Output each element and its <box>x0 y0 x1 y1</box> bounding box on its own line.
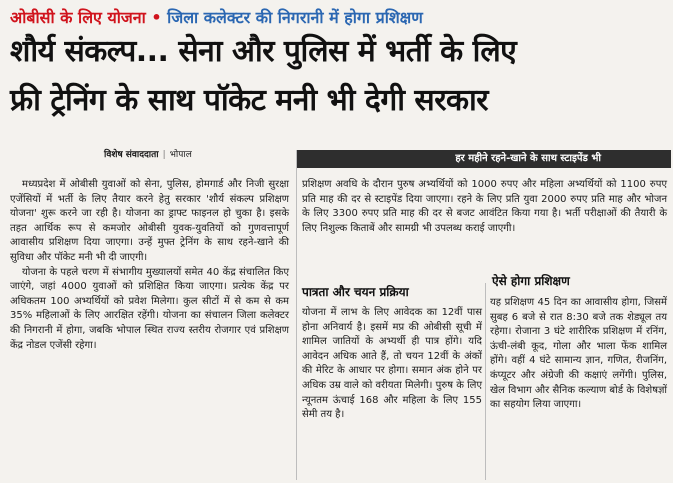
column-divider <box>296 150 297 480</box>
kicker-line <box>10 6 665 30</box>
eligibility-heading: पात्रता और चयन प्रक्रिया <box>302 285 409 299</box>
kicker-subtopic: जिला कलेक्टर की निगरानी में होगा प्रशिक्षण <box>167 8 423 27</box>
kicker-highlight: ओबीसी के <box>10 8 73 27</box>
kicker-scheme: लिए योजना <box>78 8 146 27</box>
stipend-paragraph: प्रशिक्षण अवधि के दौरान पुरुष अभ्यर्थियों को 1000 रुपए और महिला अभ्यर्थियों को 1100 रुपए प्रति माह की दर से स्टाइपेंड दिया जाएगा। रहने के लिए प्रति युवा 2000 रुपए प्रति माह और भोजन के लिए 3300 रुपए प्रति माह की दर से बजट आवंटित किया गया है। भर्ती परीक्षाओं की तैयारी के लिए निशुल्क किताबें और सामग्री भी उपलब्ध कराई जाएगी। <box>302 179 667 234</box>
kicker-bullet: • <box>151 8 162 27</box>
stipend-banner: हर महीने रहने-खाने के साथ स्टाइपेंड भी <box>297 150 671 168</box>
training-section <box>490 296 667 413</box>
byline <box>104 148 192 162</box>
byline-city: भोपाल <box>169 150 192 160</box>
section-divider <box>485 283 486 480</box>
column-1-paragraph-1: मध्यप्रदेश में ओबीसी युवाओं को सेना, पुलिस, होमगार्ड और निजी सुरक्षा एजेंसियों में भर्ती के लिए तैयार करने हेतु सरकार 'शौर्य संकल्प प्रशिक्षण योजना' शुरू करने जा रही है। योजना का ड्राफ्ट फाइनल हो चुका है। इसके तहत आर्थिक रूप से कमजोर ओबीसी युवक-युवतियों को गुणवत्तापूर्ण आवासीय प्रशिक्षण दिया जाएगा। उन्हें मुफ्त ट्रेनिंग के साथ रहने-खाने की सुविधा और पॉकेट मनी भी दी जाएगी। <box>10 179 289 263</box>
training-text: यह प्रशिक्षण 45 दिन का आवासीय होगा, जिसमें सुबह 6 बजे से रात 8:30 बजे तक शेड्यूल तय रहेगा। रोजाना 3 घंटे शारीरिक प्रशिक्षण में रनिंग, ऊंची-लंबी कूद, गोला और भाला फेंक शामिल होंगे। वहीं 4 घंटे सामान्य ज्ञान, गणित, रीजनिंग, कंप्यूटर और अंग्रेजी की कक्षाएं लगेंगी। पुलिस, खेल विभाग और सैनिक कल्याण बोर्ड के विशेषज्ञों का सहयोग लिया जाएगा। <box>490 297 667 411</box>
training-heading: ऐसे होगा प्रशिक्षण <box>492 274 570 288</box>
headline-line-2: फ्री ट्रेनिंग के साथ पॉकेट मनी भी देगी सरकार <box>10 83 489 118</box>
headline-line-1: शौर्य संकल्प... सेना और पुलिस में भर्ती के लिए <box>10 34 517 69</box>
column-1 <box>10 178 289 353</box>
column-2-stipend <box>302 178 667 236</box>
eligibility-text: योजना में लाभ के लिए आवेदक का 12वीं पास होना अनिवार्य है। इसमें मप्र की ओबीसी सूची में शामिल जातियों के अभ्यर्थी ही पात्र होंगे। यदि आवेदन अधिक आते हैं, तो चयन 12वीं के अंकों की मेरिट के आधार पर होगा। समान अंक होने पर अधिक उम्र वाले को वरीयता मिलेगी। पुरुष के लिए न्यूनतम ऊंचाई 168 और महिला के लिए 155 सेमी तय है। <box>302 307 482 421</box>
eligibility-section <box>302 306 482 423</box>
byline-separator: | <box>162 150 166 160</box>
column-1-paragraph-2: योजना के पहले चरण में संभागीय मुख्यालयों समेत 40 केंद्र संचालित किए जाएंगे, जहां 4000 युवाओं को प्रशिक्षित किया जाएगा। प्रत्येक केंद्र पर अधिकतम 100 अभ्यर्थियों को प्रवेश मिलेगा। कुल सीटों में से कम से कम 35% महिलाओं के लिए आरक्षित रहेंगी। योजना का संचालन जिला कलेक्टर की निगरानी में होगा, जबकि भोपाल स्थित राज्य स्तरीय रोजगार एवं प्रशिक्षण केंद्र नोडल एजेंसी रहेगा। <box>10 266 289 351</box>
byline-reporter: विशेष संवाददाता <box>104 150 159 160</box>
